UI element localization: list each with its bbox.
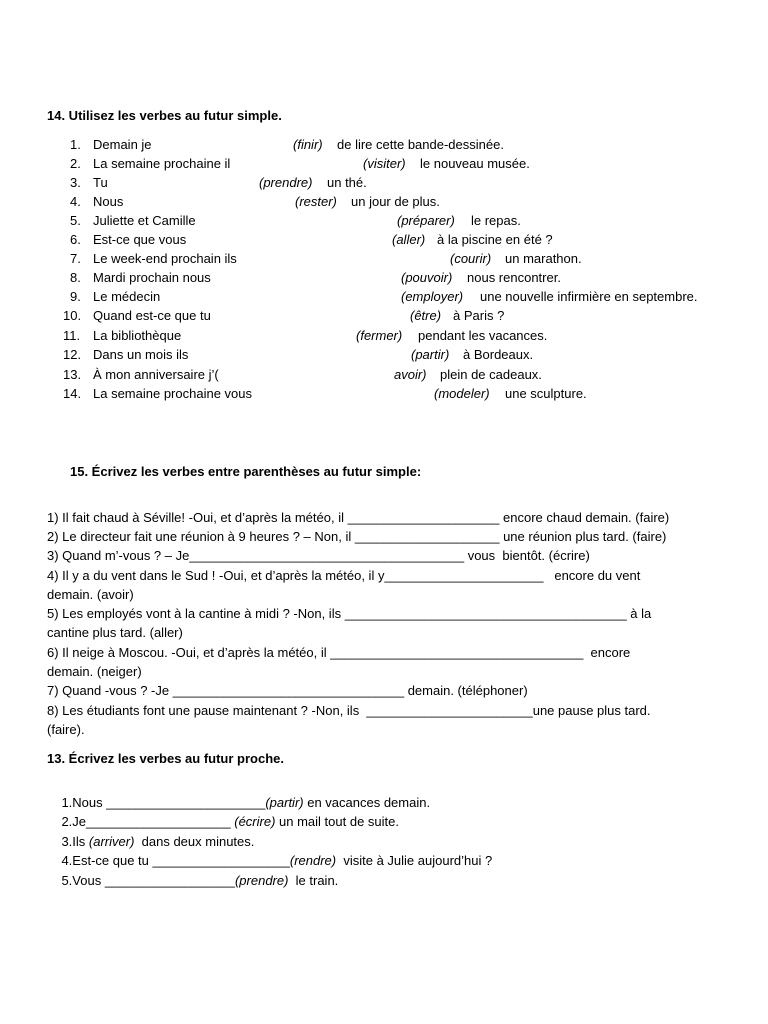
- item-number: 8.: [70, 270, 81, 285]
- item-rest: une sculpture.: [505, 386, 587, 401]
- exercise-line: 2) Le directeur fait une réunion à 9 heures ? – Non, il ____________________ une réunion plus tard. (faire): [47, 529, 667, 544]
- item-rest: à Bordeaux.: [463, 347, 534, 362]
- exercise-line: 3) Quand m’-vous ? – Je______________________________________ vous bientôt. (écrire): [47, 548, 590, 563]
- item-prefix: 5.Vous __________________: [61, 873, 235, 888]
- item-rest: plein de cadeaux.: [440, 367, 542, 382]
- item-subject: Dans un mois ils: [93, 347, 189, 362]
- section-14-title: 14. Utilisez les verbes au futur simple.: [47, 108, 282, 123]
- exercise-line: 8) Les étudiants font une pause maintenant ? -Non, ils _______________________une pause plus tard.: [47, 703, 651, 718]
- item-prefix: 1.Nous ______________________: [61, 795, 266, 810]
- item-rest: dans deux minutes.: [134, 834, 255, 849]
- exercise-line: 1) Il fait chaud à Séville! -Oui, et d’après la météo, il _____________________ encore chaud demain. (faire): [47, 510, 670, 525]
- item-subject: Quand est-ce que tu: [93, 308, 211, 323]
- item-rest: pendant les vacances.: [418, 328, 548, 343]
- item-number: 4.: [70, 194, 81, 209]
- item-number: 1.: [70, 137, 81, 152]
- section-15-title: 15. Écrivez les verbes entre parenthèses au futur simple:: [70, 464, 422, 479]
- item-number: 11.: [63, 328, 81, 343]
- item-number: 10.: [63, 308, 82, 323]
- item-number: 12.: [63, 347, 82, 362]
- item-rest: le nouveau musée.: [420, 156, 530, 171]
- list-item: [47, 857, 338, 905]
- item-rest: à Paris ?: [453, 308, 505, 323]
- exercise-line: cantine plus tard. (aller): [47, 625, 183, 640]
- section-13-title: 13. Écrivez les verbes au futur proche.: [47, 751, 284, 766]
- item-number: 9.: [70, 289, 81, 304]
- item-subject: Juliette et Camille: [93, 213, 196, 228]
- item-subject: La semaine prochaine il: [93, 156, 231, 171]
- item-number: 6.: [70, 232, 81, 247]
- item-verb: (visiter): [363, 156, 406, 171]
- item-rest: à la piscine en été ?: [437, 232, 553, 247]
- item-verb: (préparer): [397, 213, 455, 228]
- item-verb: (écrire): [234, 814, 276, 829]
- item-rest: en vacances demain.: [303, 795, 431, 810]
- item-rest: le repas.: [471, 213, 521, 228]
- item-subject: Demain je: [93, 137, 152, 152]
- item-verb: (rester): [295, 194, 337, 209]
- item-rest: une nouvelle infirmière en septembre.: [480, 289, 698, 304]
- item-prefix: 2.Je____________________: [61, 814, 235, 829]
- item-verb: (aller): [392, 232, 426, 247]
- exercise-line: 4) Il y a du vent dans le Sud ! -Oui, et d’après la météo, il y______________________ encore du vent: [47, 568, 641, 583]
- item-verb: (prendre): [259, 175, 313, 190]
- item-rest: nous rencontrer.: [467, 270, 561, 285]
- item-verb: (être): [410, 308, 442, 323]
- item-number: 3.: [70, 175, 81, 190]
- item-verb: (partir): [411, 347, 450, 362]
- item-verb: (modeler): [434, 386, 490, 401]
- exercise-line: 6) Il neige à Moscou. -Oui, et d’après la météo, il ___________________________________ encore: [47, 645, 631, 660]
- item-number: 2.: [70, 156, 81, 171]
- exercise-line: demain. (avoir): [47, 587, 134, 602]
- item-subject: Tu: [93, 175, 108, 190]
- item-verb: (fermer): [356, 328, 403, 343]
- item-verb: (partir): [265, 795, 304, 810]
- item-verb: (finir): [293, 137, 323, 152]
- item-rest: visite à Julie aujourd’hui ?: [336, 853, 493, 868]
- item-number: 14.: [63, 386, 82, 401]
- item-subject: La semaine prochaine vous: [93, 386, 252, 401]
- item-number: 7.: [70, 251, 81, 266]
- item-verb: (arriver): [88, 834, 135, 849]
- item-prefix: 3.Ils: [61, 834, 89, 849]
- item-verb: (prendre): [234, 873, 289, 888]
- item-subject: Le médecin: [93, 289, 161, 304]
- item-verb: (rendre): [289, 853, 337, 868]
- item-verb: (courir): [450, 251, 492, 266]
- item-number: 13.: [63, 367, 82, 382]
- exercise-line: 5) Les employés vont à la cantine à midi ? -Non, ils _______________________________________ à la: [47, 606, 652, 621]
- item-verb: avoir): [394, 367, 427, 382]
- exercise-line: 7) Quand -vous ? -Je ________________________________ demain. (téléphoner): [47, 683, 528, 698]
- item-rest: un thé.: [327, 175, 367, 190]
- item-subject: La bibliothèque: [93, 328, 182, 343]
- item-rest: un mail tout de suite.: [275, 814, 399, 829]
- item-rest: le train.: [288, 873, 339, 888]
- item-subject: Nous: [93, 194, 124, 209]
- exercise-line: demain. (neiger): [47, 664, 142, 679]
- item-subject: À mon anniversaire j’(: [93, 367, 219, 382]
- item-verb: (pouvoir): [401, 270, 453, 285]
- item-prefix: 4.Est-ce que tu ___________________: [61, 853, 290, 868]
- item-subject: Le week-end prochain ils: [93, 251, 237, 266]
- item-rest: un jour de plus.: [351, 194, 440, 209]
- item-rest: un marathon.: [505, 251, 582, 266]
- item-rest: de lire cette bande-dessinée.: [337, 137, 504, 152]
- exercise-line: (faire).: [47, 722, 85, 737]
- item-subject: Mardi prochain nous: [93, 270, 211, 285]
- item-verb: (employer): [401, 289, 464, 304]
- item-number: 5.: [70, 213, 81, 228]
- item-subject: Est-ce que vous: [93, 232, 187, 247]
